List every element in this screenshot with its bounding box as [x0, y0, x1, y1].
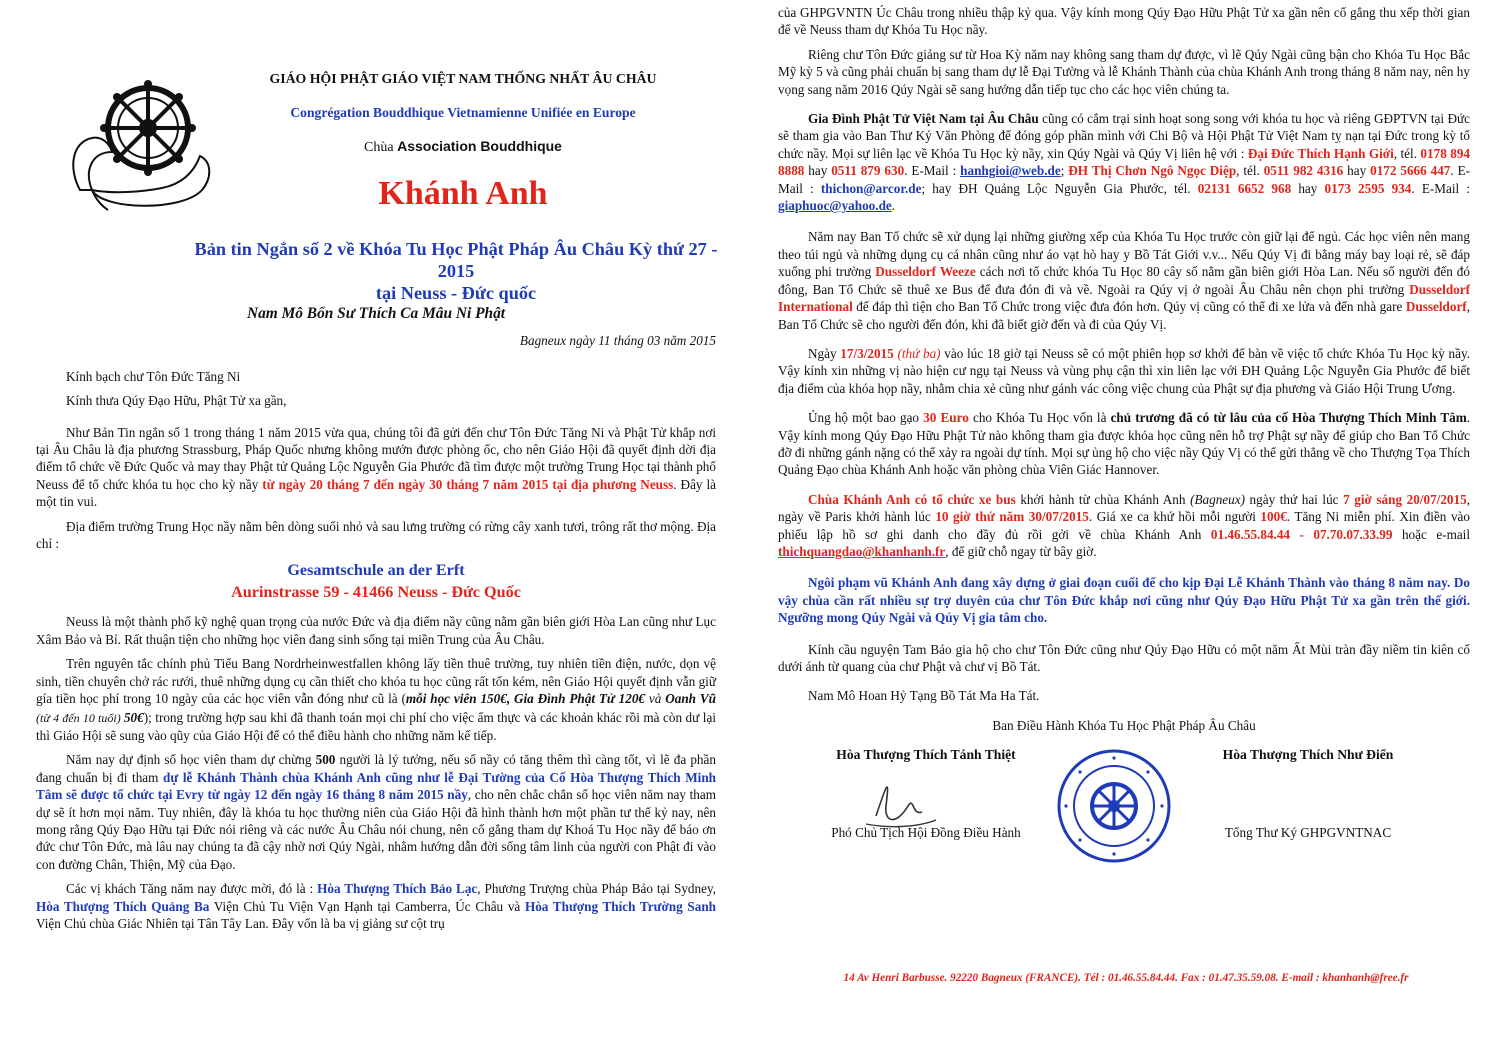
paragraph-4: Trên nguyên tắc chính phủ Tiểu Bang Nordrheinwestfallen không lấy tiền thuê trường, tuy nhiên tiền điện, nước, dọn vệ sinh, tiền chuyên chở rác rưới, thuê những dụng cụ cần thiết cho khóa tu học cũng rất tốn kém, nên Giáo Hội quyết định vẫn giữ gía tiền học phí trong 10 ngày của các học viên vẫn đóng như cũ là (mỗi học viên 150€, Gia Đình Phật Tử 120€ và Oanh Vũ (từ 4 đến 10 tuổi) 50€); trong trường hợp sau khi đã thanh toán mọi chi phí cho việc ẩm thực và các khoản khác rồi mà còn dư lại thì Giáo Hội sẽ sung vào qũy của Giáo Hội để có thể điều hành cho những năm kế tiếp.	[36, 656, 716, 743]
paragraph-r2: Riêng chư Tôn Đức giảng sư từ Hoa Kỳ năm nay không sang tham dự được, vì lẽ Qúy Ngài cũng bận cho Khóa Tu Học Bắc Mỹ kỳ 5 và cũng phải chuẩn bị sang tham dự lễ Đại Tường và lễ Khánh Thành của chùa Khánh Anh trong tháng 8 năm nay, nên hy vọng sang năm 2016 Qúy Ngài sẽ sang hướng dẫn tiếp tục cho các học viên chúng ta.	[778, 46, 1470, 97]
footer-contact: 14 Av Henri Barbusse. 92220 Bagneux (FRANCE). Tél : 01.46.55.84.44. Fax : 01.47.35.59.08. E-mail : khanhanh@free.fr	[843, 972, 1409, 984]
bulletin-title	[186, 238, 726, 304]
chua-line	[236, 138, 690, 156]
chua-prefix: Chùa	[364, 140, 398, 155]
signature-right	[1178, 746, 1438, 841]
temple-name: Khánh Anh	[378, 175, 548, 212]
dharma-wheel-lotus-icon	[62, 72, 222, 222]
email-link-giaphuoc[interactable]: giaphuoc@yahoo.de	[778, 198, 892, 214]
signer-right-name: Hòa Thượng Thích Như Điển	[1222, 747, 1394, 763]
paragraph-r3: Gia Đình Phật Tử Việt Nam tại Âu Châu cũng có cắm trại sinh hoạt song song với khóa tu học và riêng GĐPTVN tại Đức sẽ tham gia vào Ban Thư Ký Văn Phòng để đóng góp phần mình với Chi Bộ và Hội Phật Tử Việt Nam tỵ nạn tại Đức trong kỳ tổ chức nầy. Mọi sự liên lạc về Khóa Tu Học kỳ nầy, xin Qúy Ngài và Qúy Vị liên hệ với : Đại Đức Thích Hạnh Giới, tél. 0178 894 8888 hay 0511 879 630. E-Mail : hanhgioi@web.de; ĐH Thị Chơn Ngô Ngọc Diệp, tél. 0511 982 4316 hay 0172 5666 447. E-Mail : thichon@arcor.de; hay ĐH Quảng Lộc Nguyễn Gia Phước, tél. 02131 6652 968 hay 0173 2595 934. E-Mail : giaphuoc@yahoo.de.	[778, 111, 1471, 214]
official-seal-icon	[1056, 748, 1172, 864]
paragraph-r10: Nam Mô Hoan Hỷ Tạng Bồ Tát Ma Ha Tát.	[808, 688, 1040, 704]
email-link-thichquangdao[interactable]: thichquangdao@khanhanh.fr	[778, 543, 946, 559]
salutation-2: Kính thưa Qúy Đạo Hữu, Phật Tử xa gần,	[66, 393, 287, 409]
paragraph-r8: Ngôi phạm vũ Khánh Anh đang xây dựng ở giai đoạn cuối để cho kịp Đại Lễ Khánh Thành vào tháng 8 năm nay. Do vậy chùa cần rất nhiều sự trợ duyên của chư Tôn Đức khắp nơi cũng như Qúy Đạo Hữu Phật Tử xa gần trên thế giới. Ngưỡng mong Qúy Ngài và Qúy Vị gia tâm cho.	[778, 575, 1470, 626]
paragraph-r5: Ngày 17/3/2015 (thứ ba) vào lúc 18 giờ tại Neuss sẽ có một phiên họp sơ khởi để bàn về việc tổ chức Khóa Tu Học kỳ nầy. Vậy kính xin những vị nào hiện cư ngụ tại Neuss và vùng phụ cận thì xin liên lạc với ĐH Quảng Lộc Nguyễn Gia Phước để biết địa điểm của khóa họp nầy, nhằm chia xẻ cũng như gánh vác công việc chung của Phật sự địa phương và Giáo Hội Trung Ương.	[778, 345, 1470, 396]
paragraph-3: Neuss là một thành phố kỹ nghệ quan trọng của nước Đức và địa điểm nầy cũng nằm gần biên giới Hòa Lan cũng như Lục Xâm Bảo và Bỉ. Rất thuận tiện cho những học viên đang sinh sống tại miền Trung của Âu Châu.	[36, 614, 716, 647]
salutation-1: Kính bạch chư Tôn Đức Tăng Ni	[66, 368, 241, 384]
email-link-hanhgioi[interactable]: hanhgioi@web.de	[960, 163, 1061, 179]
signer-left-name: Hòa Thượng Thích Tánh Thiệt	[836, 747, 1016, 763]
paragraph-2: Địa điểm trường Trung Học nầy nằm bên dòng suối nhỏ và sau lưng trường có rừng cây xanh tươi, trông rất thơ mộng. Địa chỉ :	[36, 518, 716, 552]
committee-name: Ban Điều Hành Khóa Tu Học Phật Pháp Âu Châu	[992, 717, 1256, 733]
school-address	[36, 559, 716, 603]
paragraph-r7: Chùa Khánh Anh có tổ chức xe bus khởi hành từ chùa Khánh Anh (Bagneux) ngày thứ hai lúc 7 giờ sáng 20/07/2015, ngày về Paris khởi hành lúc 10 giờ thứ năm 30/07/2015. Giá xe ca khứ hồi mỗi người 100€. Tăng Ni miễn phí. Xin điền vào phiếu lập hồ sơ ghi danh cho đầy đủ rồi gởi về chùa Khánh Anh 01.46.55.84.44 - 07.70.07.33.99 hoặc e-mail thichquangdao@khanhanh.fr, để giữ chỗ ngay từ bây giờ.	[778, 491, 1471, 559]
greeting: Nam Mô Bổn Sư Thích Ca Mâu Ni Phật	[246, 305, 506, 322]
email-link-thichon[interactable]: thichon@arcor.de	[820, 180, 922, 196]
school-name: Gesamtschule an der Erft	[287, 561, 465, 580]
org-name-vn: GIÁO HỘI PHẬT GIÁO VIỆT NAM THỐNG NHẤT ÂU CHÂU	[269, 71, 657, 86]
org-name-fr: Congrégation Bouddhique Vietnamienne Unifiée en Europe	[290, 105, 636, 120]
paragraph-r6: Ủng hộ một bao gạo 30 Euro cho Khóa Tu Học vốn là chủ trương đã có từ lâu của cố Hòa Thượng Thích Minh Tâm. Vậy kính mong Qúy Đạo Hữu Phật Tử nào không tham gia được khóa học cũng nên hỗ trợ Phật sự nầy để giúp cho Ban Tổ Chức đỡ đi những gánh nặng có thể xảy ra ngoài dự tính. Mọi sự ủng hộ cho việc nầy Qúy Vị có thể gửi thẳng về cho Thượng Tọa Thích Quảng Đạo chùa Khánh Anh hoặc văn phòng chùa Viên Giác Hannover.	[778, 410, 1471, 478]
bulletin-title-line2: tại Neuss - Đức quốc	[375, 283, 537, 303]
handwritten-signature-left	[856, 766, 946, 836]
right-column	[752, 0, 1500, 1060]
paragraph-r4: Năm nay Ban Tổ chức sẽ xử dụng lại những giường xếp của Khóa Tu Học trước còn giữ lại để ngủ. Các học viên nên mang theo túi ngủ và những dụng cụ cá nhân cũng như áo vạt hò hay y Bồ Tát Giới v.v... Nếu Qúy Vị đi bằng máy bay loại rẻ, sẽ đáp xuống phi trường Dusseldorf Weeze cách nơi tổ chức khóa Tu Học 80 cây số nằm gần biên giới Hòa Lan. Nếu số người đến đó đông, Ban Tổ Chức sẽ thuê xe Bus để đưa đón đi và về. Ngoài ra Qúy vị ở ngoài Âu Châu nên chọn phi trường Dusseldorf International để đáp thì tiện cho Ban Tổ Chức trong việc đưa đón hơn. Qúy vị cũng có thể đi xe lửa và đến nhà gare Dusseldorf, Ban Tổ Chức sẽ cho người đến đón, khi đã biết giờ đến và đi của Qúy Vị.	[778, 229, 1470, 332]
signature-block	[778, 746, 1470, 896]
letterhead	[36, 66, 716, 301]
paragraph-6: Các vị khách Tăng năm nay được mời, đó là : Hòa Thượng Thích Bảo Lạc, Phương Trượng chùa Pháp Bảo tại Sydney, Hòa Thượng Thích Quảng Ba Viện Chủ Tu Viện Vạn Hạnh tại Camberra, Úc Châu và Hòa Thượng Thích Trường Sanh Viện Chủ chùa Giác Nhiên tại Tân Tây Lan. Đây vốn là ba vị giảng sư cột trụ	[36, 881, 716, 931]
dateline: Bagneux ngày 11 tháng 03 năm 2015	[519, 333, 716, 349]
signer-left-role: Phó Chủ Tịch Hội Đồng Điều Hành	[831, 824, 1021, 840]
school-street: Aurinstrasse 59 - 41466 Neuss - Đức Quốc	[231, 583, 521, 602]
bulletin-title-line1: Bản tin Ngắn số 2 về Khóa Tu Học Phật Pháp Âu Châu Kỳ thứ 27 - 2015	[194, 239, 718, 281]
paragraph-r9: Kính cầu nguyện Tam Bảo gia hộ cho chư Tôn Đức cũng như Qúy Đạo Hữu có một năm Ất Mùi tràn đầy niềm tin kiên cố dưới ánh từ quang của chư Phật và chư vị Bồ Tát.	[778, 641, 1470, 674]
paragraph-5: Năm nay dự định số học viên tham dự chừng 500 người là lý tưởng, nếu số nầy có tăng thêm thì càng tốt, vì lẽ đa phần đang chuẩn bị đi tham dự lễ Khánh Thành chùa Khánh Anh cũng như lễ Đại Tường của Cố Hòa Thượng Thích Minh Tâm sẽ được tổ chức tại Evry từ ngày 12 đến ngày 16 tháng 8 năm 2015 nầy, cho nên chắc chắn số học viên năm nay tham dự sẽ ít hơn mọi năm. Tuy nhiên, đây là khóa tu học thường niên của Giáo Hội đã hình thành hơn một phần tư thế kỷ nay, nên mong rằng Qúy Đạo Hữu tại Đức nói riêng và các nước Âu Châu nói chung, nên cố gắng tham dự Khoá Tu Học nầy để báo ơn đức chư Tôn Đức, mà lâu nay chúng ta đã cậy nhờ nơi Qúy Ngài, nhằm hướng dẫn đời sống tâm linh của người con Phật đi vào con đường Chân, Thiện, Mỹ của Đạo.	[36, 752, 716, 872]
chua-name: Association Bouddhique	[397, 138, 562, 154]
signature-left	[796, 746, 1056, 841]
paragraph-1: Như Bản Tin ngắn số 1 trong tháng 1 năm 2015 vừa qua, chúng tôi đã gửi đến chư Tôn Đức Tăng Ni và Phật Tử khắp nơi tại Âu Châu là địa phương Strassburg, Pháp Quốc nhưng không mướn được phòng ốc, cho nên Giáo Hội đã quyết định dời địa điểm tổ chức về Đức Quốc và may thay Phật tử Quảng Lộc Nguyễn Gia Phước đã tìm được một trường Trung Học tại thành phố Neuss để tổ chức khóa tu học cho kỳ nầy từ ngày 20 tháng 7 đến ngày 30 tháng 7 năm 2015 tại địa phương Neuss. Đây là một tin vui.	[36, 424, 717, 510]
paragraph-r1: của GHPGVNTN Úc Châu trong nhiều thập kỷ qua. Vậy kính mong Qúy Đạo Hữu Phật Tử xa gần nên cố gắng thu xếp thời gian để về Neuss tham dự Khóa Tu Học nầy.	[778, 5, 1470, 38]
signer-right-role: Tổng Thư Ký GHPGVNTNAC	[1224, 824, 1392, 840]
